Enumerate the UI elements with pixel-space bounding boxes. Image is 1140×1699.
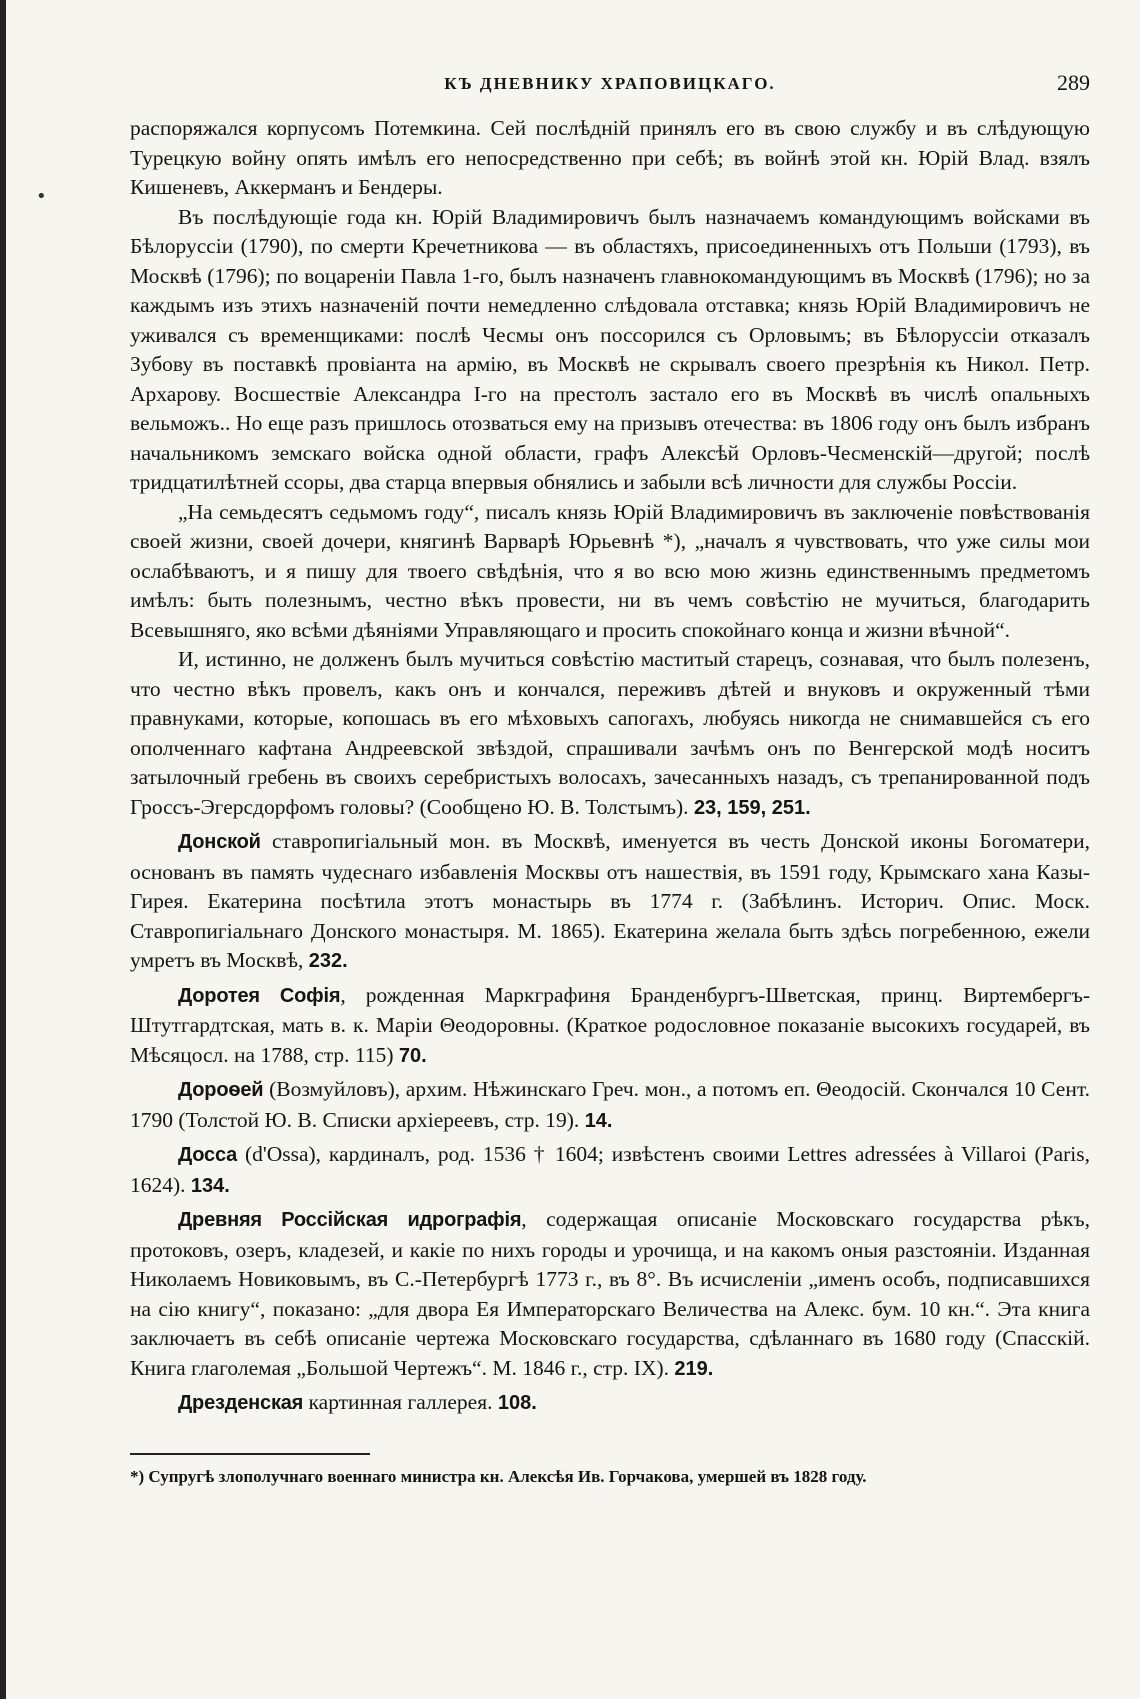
page-header [130,70,1090,104]
entry-dossa: Досса (d'Ossa), кардиналъ, род. 1536 † 1604; извѣстенъ своими Lettres adressées à Villaroi (Paris, 1624). 134. [130,1142,1090,1197]
entry-dresden: Дрезденская картинная галлерея. 108. [178,1390,537,1414]
paragraph-2: Въ послѣдующіе года кн. Юрій Владимировичъ былъ назначаемъ командующимъ войсками въ Бѣлоруссіи (1790), по смерти Кречетникова — въ областяхъ, присоединенныхъ отъ Польши (1793), въ Москвѣ (1796); по воцареніи Павла 1-го, былъ назначенъ главнокомандующимъ въ Москвѣ (1796); но за каждымъ изъ этихъ назначеній почти немедленно слѣдовала отставка; князь Юрій Владимировичъ не уживался съ временщиками: послѣ Чесмы онъ поссорился съ Орловымъ; въ Бѣлоруссіи отказалъ Зубову въ поставкѣ провіанта на армію, въ Москвѣ не скрывалъ своего презрѣнія къ Никол. Петр. Архарову. Восшествіе Александра I-го на престолъ застало его въ Москвѣ въ числѣ опальныхъ вельможъ.. Но еще разъ пришлось отозваться ему на призывъ отечества: въ 1806 году онъ былъ избранъ начальникомъ земскаго войска одной области, графъ Алексѣй Орловъ-Чесменскій—другой; послѣ тридцатилѣтней ссоры, два старца впервыя обнялись и забыли всѣ личности для службы Россіи. [130,204,1090,494]
headword: Дрезденская [178,1392,304,1414]
page-edge-shadow [0,0,6,1699]
entry-dorotea-sofia: Доротея Софія, рожденная Маркграфиня Бранденбургъ-Шветская, принц. Виртембергъ-Штутгардтская, мать в. к. Маріи Θеодоровны. (Краткое родословное показаніе высокихъ государей, въ Мѣсяцосл. на 1788, стр. 115) 70. [130,982,1091,1067]
headword: Древняя Россійская идрографія [178,1209,522,1231]
page-refs: 14. [584,1109,613,1132]
entry-dorofey: Дороѳей (Возмуйловъ), архим. Нѣжинскаго Греч. мон., а потомъ еп. Θеодосій. Скончался 10 Сент. 1790 (Толстой Ю. В. Списки архіереевъ, стр. 19). 14. [130,1077,1090,1132]
page-number: 289 [1057,70,1090,95]
page-refs: 23, 159, 251. [693,796,811,819]
margin-dot: • [36,186,47,207]
page-refs: 219. [674,1357,714,1380]
running-head: КЪ ДНЕВНИКУ ХРАПОВИЦКАГО. [444,74,776,93]
footnote: *) Супругѣ злополучнаго военнаго министра кн. Алексѣя Ив. Горчакова, умершей въ 1828 году. [130,1466,867,1486]
page-refs: 134. [190,1174,230,1197]
footnote-divider [130,1453,370,1455]
body-text [130,114,1090,1419]
headword: Дороѳей [178,1079,264,1101]
headword: Досса [178,1144,238,1166]
page-refs: 232. [308,950,348,972]
book-page [130,70,1090,1489]
headword: Донской [178,831,261,853]
entry-idrografia: Древняя Россійская идрографія, содержащая описаніе Московскаго государства рѣкъ, протоковъ, озеръ, кладезей, и какіе по нихъ городы и урочища, и на какомъ оныя разстояніи. Изданная Николаемъ Новиковымъ, въ С.-Петербургѣ 1773 г., въ 8°. Въ исчисленіи „именъ особъ, подписавшихся на сію книгу“, показано: „для двора Ея Императорскаго Величества на Алекс. бум. 10 кн.“. Эта книга заключаетъ въ себѣ описаніе чертежа Московскаго государства, сдѣланнаго въ 1680 году (Спасскій. Книга глаголемая „Большой Чертежъ“. М. 1846 г., стр. IX). 219. [130,1207,1090,1380]
paragraph-4: И, истинно, не долженъ былъ мучиться совѣстію маститый старецъ, сознавая, что былъ полезенъ, что честно вѣкъ провелъ, какъ онъ и кончался, переживъ дѣтей и внуковъ и окруженный тѣми правнуками, которые, копошась въ его мѣховыхъ сапогахъ, любуясь никогда не снимавшейся съ его ополченнаго кафтана Андреевской звѣздой, спрашивали зачѣмъ онъ по Венгерской модѣ носитъ затылочный гребень въ своихъ серебристыхъ волосахъ, зачесанныхъ назадъ, съ трепанированной подъ Гроссъ-Эгерсдорфомъ головы? (Сообщено Ю. В. Толстымъ). 23, 159, 251. [130,647,1090,819]
paragraph-3: „На семьдесятъ седьмомъ году“, писалъ князь Юрій Владимировичъ въ заключеніе повѣствованія своей жизни, своей дочери, княгинѣ Варварѣ Юрьевнѣ *), „началъ я чувствовать, что уже силы мои ослабѣваютъ, и я пишу для твоего свѣдѣнія, что я во всю мою жизнь единственнымъ предметомъ имѣлъ: быть полезнымъ, честно вѣкъ провести, ни въ чемъ совѣстію не мучиться, благодарить Всевышняго, яко всѣми дѣяніями Управляющаго и просить спокойнаго конца и жизни вѣчной“. [130,499,1090,642]
page-refs: 70. [398,1044,427,1067]
page-refs: 108. [497,1392,537,1414]
headword: Доротея Софія [178,984,341,1007]
paragraph-1: распоряжался корпусомъ Потемкина. Сей послѣдній принялъ его въ свою службу и въ слѣдующую Турецкую войну опять имѣлъ его непосредственно при себѣ; въ войнѣ этой кн. Юрій Влад. взялъ Кишеневъ, Аккерманъ и Бендеры. [130,116,1090,199]
entry-donskoy: Донской ставропигіальный мон. въ Москвѣ, именуется въ честь Донской иконы Богоматери, основанъ въ память чудеснаго избавленія Москвы отъ нашествія, въ 1591 году, Крымскаго хана Казы-Гирея. Екатерина посѣтила этотъ монастырь въ 1774 г. (Забѣлинъ. Историч. Опис. Моск. Ставропигіальнаго Донского монастыря. М. 1865). Екатерина желала быть здѣсь погребенною, ежели умретъ въ Москвѣ, 232. [130,829,1090,972]
